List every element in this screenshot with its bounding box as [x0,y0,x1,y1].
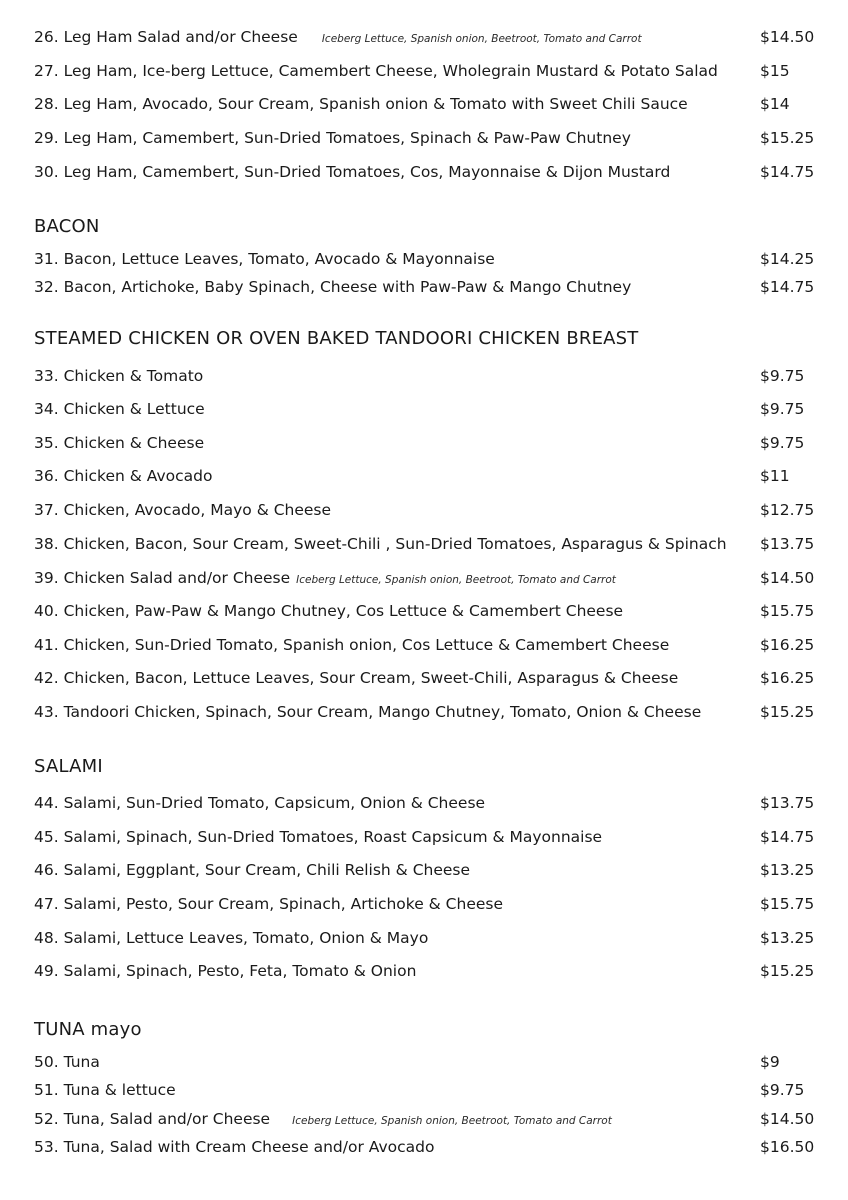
section-heading-tuna: TUNA mayo [34,1019,142,1040]
item-name: 48. Salami, Lettuce Leaves, Tomato, Onion & Mayo [34,929,429,947]
item-name: 46. Salami, Eggplant, Sour Cream, Chili Relish & Cheese [34,861,471,879]
menu-item-salami-3 [34,858,814,882]
menu-item-salami-4 [34,892,814,916]
item-price: $13.25 [760,929,815,947]
item-name: 47. Salami, Pesto, Sour Cream, Spinach, Artichoke & Cheese [34,895,504,913]
menu-item-chicken-3 [34,431,814,455]
item-name: 38. Chicken, Bacon, Sour Cream, Sweet-Chili , Sun-Dried Tomatoes, Asparagus & Spinach [34,535,727,553]
item-name: 50. Tuna [34,1053,100,1071]
item-name: 45. Salami, Spinach, Sun-Dried Tomatoes, Roast Capsicum & Mayonnaise [34,828,603,846]
item-price: $12.75 [760,501,815,519]
menu-item-chicken-5 [34,498,814,522]
item-name: 28. Leg Ham, Avocado, Sour Cream, Spanish onion & Tomato with Sweet Chili Sauce [34,95,688,113]
item-price: $9.75 [760,400,805,418]
item-name: 35. Chicken & Cheese [34,434,205,452]
item-name: 53. Tuna, Salad with Cream Cheese and/or Avocado [34,1138,435,1156]
menu-item-chicken-10 [34,666,814,690]
menu-item-bacon-1 [34,247,814,271]
menu-item-ham-3 [34,92,814,116]
item-price: $15.75 [760,895,815,913]
menu-item-chicken-4 [34,464,814,488]
item-price: $9.75 [760,1081,805,1099]
menu-item-ham-1 [34,25,814,49]
item-name: 31. Bacon, Lettuce Leaves, Tomato, Avocado & Mayonnaise [34,250,495,268]
item-name: 52. Tuna, Salad and/or Cheese Iceberg Lettuce, Spanish onion, Beetroot, Tomato and Carrot [34,1110,612,1128]
item-name: 33. Chicken & Tomato [34,367,204,385]
item-price: $15 [760,62,790,80]
item-name: 27. Leg Ham, Ice-berg Lettuce, Camembert Cheese, Wholegrain Mustard & Potato Salad [34,62,718,80]
item-price: $11 [760,467,790,485]
item-price: $16.50 [760,1138,815,1156]
menu-item-chicken-6 [34,532,814,556]
menu-item-bacon-2 [34,275,814,299]
menu-item-chicken-8 [34,599,814,623]
menu-item-salami-6 [34,959,814,983]
item-price: $14.25 [760,250,815,268]
item-price: $15.25 [760,129,815,147]
item-name: 40. Chicken, Paw-Paw & Mango Chutney, Cos Lettuce & Camembert Cheese [34,602,624,620]
item-note: Iceberg Lettuce, Spanish onion, Beetroot, Tomato and Carrot [292,1115,612,1127]
item-price: $9.75 [760,434,805,452]
menu-item-chicken-11 [34,700,814,724]
menu-item-chicken-2 [34,397,814,421]
menu-item-ham-4 [34,126,814,150]
item-price: $9.75 [760,367,805,385]
menu-item-ham-5 [34,160,814,184]
item-name: 44. Salami, Sun-Dried Tomato, Capsicum, Onion & Cheese [34,794,486,812]
item-name: 49. Salami, Spinach, Pesto, Feta, Tomato & Onion [34,962,417,980]
item-price: $16.25 [760,636,815,654]
menu-item-tuna-2 [34,1078,814,1102]
menu-item-ham-2 [34,59,814,83]
menu-item-tuna-4 [34,1135,814,1159]
item-price: $16.25 [760,669,815,687]
section-heading-chicken: STEAMED CHICKEN OR OVEN BAKED TANDOORI CHICKEN BREAST [34,328,639,349]
section-heading-bacon: BACON [34,216,100,237]
item-price: $15.75 [760,602,815,620]
item-price: $15.25 [760,962,815,980]
menu-item-salami-5 [34,926,814,950]
menu-item-chicken-7 [34,566,814,590]
item-name: 39. Chicken Salad and/or Cheese Iceberg Lettuce, Spanish onion, Beetroot, Tomato and Carrot [34,569,616,587]
item-price: $14.50 [760,569,815,587]
menu-item-salami-2 [34,825,814,849]
menu-item-tuna-1 [34,1050,814,1074]
menu-item-tuna-3 [34,1107,814,1131]
item-name: 26. Leg Ham Salad and/or Cheese Iceberg Lettuce, Spanish onion, Beetroot, Tomato and Carrot [34,28,642,46]
menu-item-chicken-1 [34,364,814,388]
item-price: $14.50 [760,28,815,46]
item-name: 37. Chicken, Avocado, Mayo & Cheese [34,501,332,519]
item-name: 42. Chicken, Bacon, Lettuce Leaves, Sour Cream, Sweet-Chili, Asparagus & Cheese [34,669,679,687]
item-price: $15.25 [760,703,815,721]
item-note: Iceberg Lettuce, Spanish onion, Beetroot, Tomato and Carrot [321,33,642,45]
item-name: 34. Chicken & Lettuce [34,400,205,418]
item-price: $9 [760,1053,780,1071]
item-price: $14.75 [760,828,815,846]
item-price: $14 [760,95,790,113]
item-note: Iceberg Lettuce, Spanish onion, Beetroot, Tomato and Carrot [296,574,616,586]
item-price: $14.75 [760,163,815,181]
section-heading-salami: SALAMI [34,756,103,777]
item-name: 51. Tuna & lettuce [34,1081,176,1099]
item-name: 43. Tandoori Chicken, Spinach, Sour Cream, Mango Chutney, Tomato, Onion & Cheese [34,703,702,721]
item-price: $14.50 [760,1110,815,1128]
item-price: $14.75 [760,278,815,296]
menu-item-salami-1 [34,791,814,815]
item-price: $13.25 [760,861,815,879]
item-price: $13.75 [760,535,815,553]
item-name: 41. Chicken, Sun-Dried Tomato, Spanish onion, Cos Lettuce & Camembert Cheese [34,636,670,654]
item-name: 29. Leg Ham, Camembert, Sun-Dried Tomatoes, Spinach & Paw-Paw Chutney [34,129,631,147]
item-name: 36. Chicken & Avocado [34,467,213,485]
menu-item-chicken-9 [34,633,814,657]
item-name: 32. Bacon, Artichoke, Baby Spinach, Cheese with Paw-Paw & Mango Chutney [34,278,632,296]
item-price: $13.75 [760,794,815,812]
item-name: 30. Leg Ham, Camembert, Sun-Dried Tomatoes, Cos, Mayonnaise & Dijon Mustard [34,163,671,181]
